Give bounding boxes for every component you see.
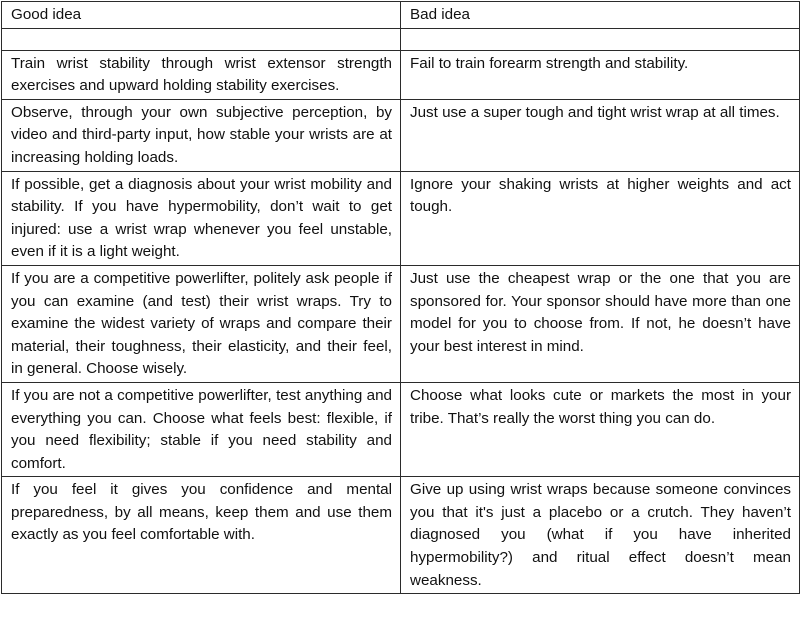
good-idea-cell: Observe, through your own subjective perception, by video and third-party input, how stable your wrists are at increasing holding loads. — [2, 99, 401, 171]
table-header-row — [2, 2, 800, 29]
good-bad-idea-table — [1, 1, 800, 594]
blank-row — [2, 28, 800, 50]
bad-idea-cell: Just use a super tough and tight wrist wrap at all times. — [401, 99, 800, 171]
blank-cell — [401, 28, 800, 50]
good-idea-cell: If you are a competitive powerlifter, politely ask people if you can examine (and test) their wrist wraps. Try to examine the widest variety of wraps and compare their material, their toughness, their elasticity, and their feel, in general. Choose wisely. — [2, 265, 401, 382]
good-idea-cell: If you feel it gives you confidence and mental preparedness, by all means, keep them and use them exactly as you feel comfortable with. — [2, 477, 401, 594]
blank-cell — [2, 28, 401, 50]
good-idea-cell: If you are not a competitive powerlifter, test anything and everything you can. Choose what feels best: flexible, if you need flexibility; stable if you need stability and comfort. — [2, 382, 401, 476]
header-good-idea: Good idea — [2, 2, 401, 29]
bad-idea-cell: Choose what looks cute or markets the most in your tribe. That’s really the worst thing you can do. — [401, 382, 800, 476]
bad-idea-cell: Ignore your shaking wrists at higher weights and act tough. — [401, 171, 800, 265]
header-bad-idea: Bad idea — [401, 2, 800, 29]
table-row — [2, 477, 800, 594]
table-row — [2, 265, 800, 382]
document-page — [0, 1, 800, 629]
bad-idea-cell: Just use the cheapest wrap or the one that you are sponsored for. Your sponsor should have more than one model for you to choose from. If not, he doesn’t have your best interest in mind. — [401, 265, 800, 382]
table-row — [2, 99, 800, 171]
good-idea-cell: Train wrist stability through wrist extensor strength exercises and upward holding stability exercises. — [2, 50, 401, 99]
bad-idea-cell: Fail to train forearm strength and stability. — [401, 50, 800, 99]
bad-idea-cell: Give up using wrist wraps because someone convinces you that it's just a placebo or a crutch. They haven’t diagnosed you (what if you have inherited hypermobility?) and ritual effect doesn’t mean weakness. — [401, 477, 800, 594]
table-row — [2, 382, 800, 476]
table-row — [2, 50, 800, 99]
good-idea-cell: If possible, get a diagnosis about your wrist mobility and stability. If you have hypermobility, don’t wait to get injured: use a wrist wrap whenever you feel unstable, even if it is a light weight. — [2, 171, 401, 265]
table-row — [2, 171, 800, 265]
